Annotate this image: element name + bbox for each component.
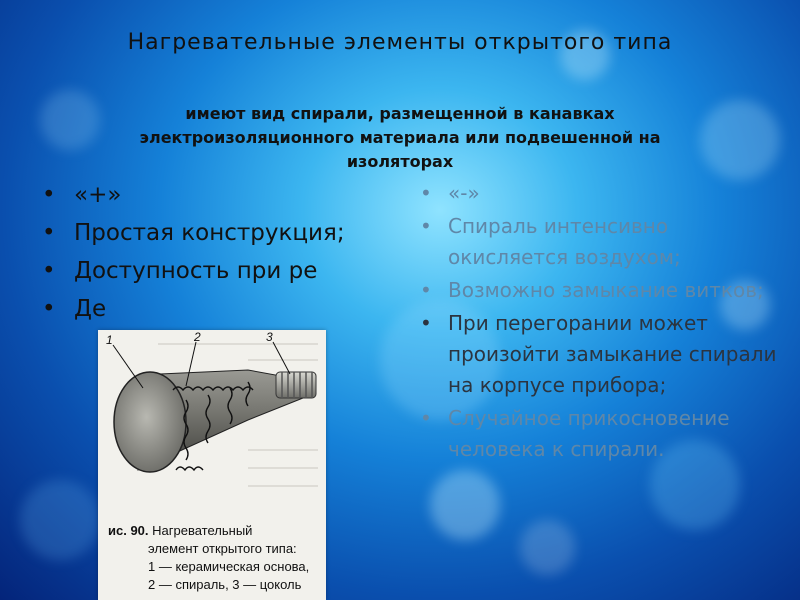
base-cap xyxy=(276,372,316,398)
cons-list xyxy=(420,178,790,467)
pros-item: • Доступность при ре xyxy=(42,254,372,288)
cons-item: • Спираль интенсивно окисляется воздухом; xyxy=(420,211,790,273)
pros-item: • «+» xyxy=(42,178,372,212)
cons-item: • Случайное прикосновение человека к спирали. xyxy=(420,403,790,465)
slide-subtitle xyxy=(10,102,790,174)
caption-number: ис. 90. xyxy=(108,523,149,538)
cons-item: • «-» xyxy=(420,178,790,209)
cons-item: • При перегорании может произойти замыкание спирали на корпусе прибора; xyxy=(420,308,790,401)
subtitle-line: имеют вид спирали, размещенной в канавках xyxy=(185,104,615,123)
heating-element-figure xyxy=(98,330,326,600)
subtitle-line: изоляторах xyxy=(346,152,454,171)
bokeh-light xyxy=(430,470,500,540)
bokeh-light xyxy=(20,480,100,560)
bokeh-light xyxy=(520,520,575,575)
pros-item: • Простая конструкция; xyxy=(42,216,372,250)
pros-list xyxy=(42,178,372,330)
subtitle-line: электроизоляционного материала или подвешенной на xyxy=(139,128,661,147)
caption-line: Нагревательный xyxy=(152,523,253,538)
caption-line: элемент открытого типа: xyxy=(148,541,297,556)
slide-title: Нагревательные элементы открытого типа xyxy=(127,30,673,55)
cons-item: • Возможно замыкание витков; xyxy=(420,275,790,306)
ceramic-base-face xyxy=(114,372,186,472)
caption-line: 1 — керамическая основа, xyxy=(148,559,310,574)
pros-item: • Де xyxy=(42,292,372,326)
figure-caption xyxy=(98,522,326,594)
figure-label: 3 xyxy=(266,330,273,344)
figure-label: 2 xyxy=(194,330,201,344)
figure-label: 1 xyxy=(106,333,113,347)
caption-line: 2 — спираль, 3 — цоколь xyxy=(148,577,302,592)
